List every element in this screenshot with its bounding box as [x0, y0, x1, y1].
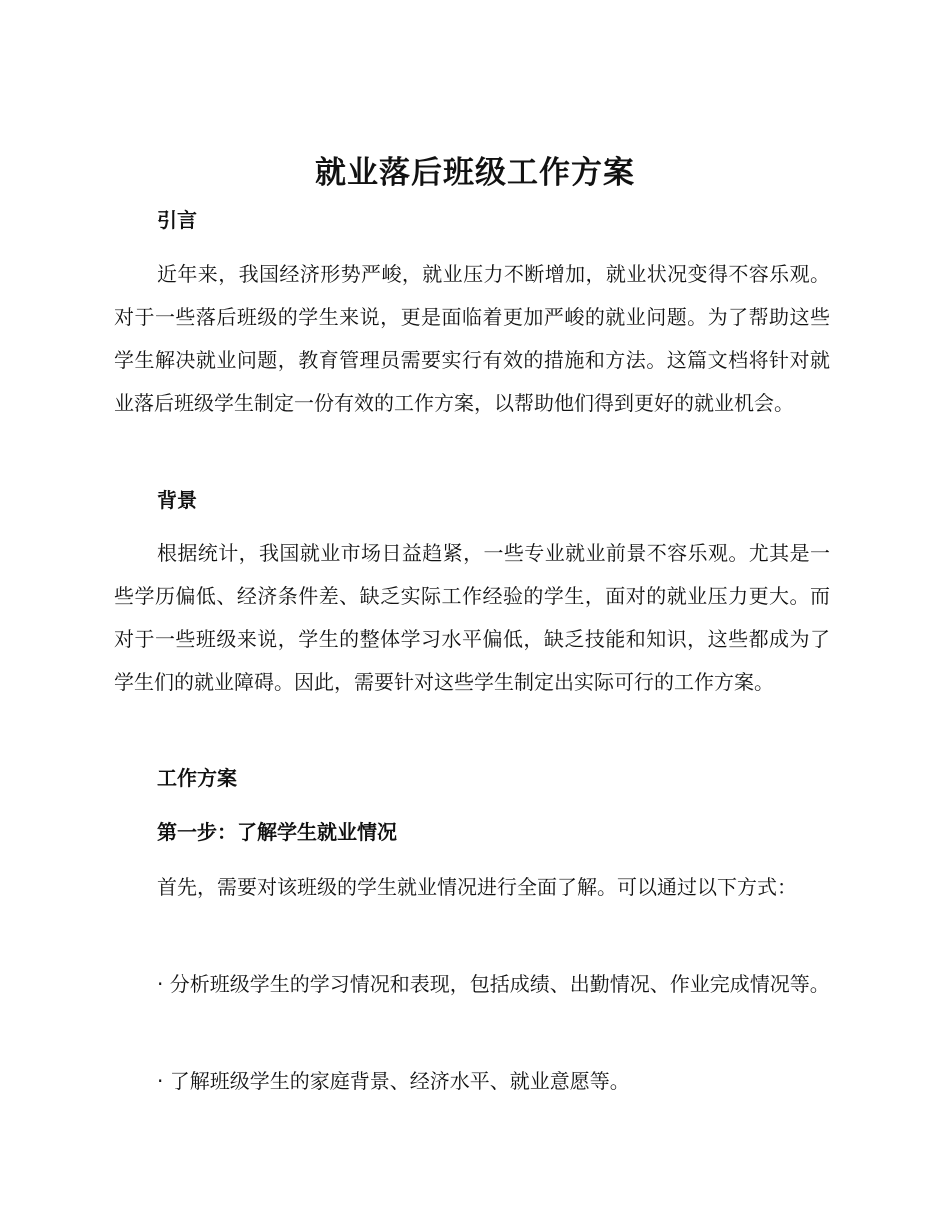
- step1-bullet-2: · 了解班级学生的家庭背景、经济水平、就业意愿等。: [157, 1069, 630, 1093]
- intro-heading: 引言: [157, 208, 197, 232]
- plan-heading: 工作方案: [157, 766, 237, 790]
- step1-paragraph: 首先，需要对该班级的学生就业情况进行全面了解。可以通过以下方式：: [157, 875, 797, 899]
- step1-heading: 第一步：了解学生就业情况: [157, 820, 397, 844]
- document-title: 就业落后班级工作方案: [315, 155, 635, 191]
- background-heading: 背景: [157, 488, 197, 512]
- background-paragraph: 根据统计，我国就业市场日益趋紧，一些专业就业前景不容乐观。尤其是一些学历偏低、经济条件差、缺乏实际工作经验的学生，面对的就业压力更大。而对于一些班级来说，学生的整体学习水平偏低，缺乏技能和知识，这些都成为了学生们的就业障碍。因此，需要针对这些学生制定出实际可行的工作方案。: [114, 541, 830, 694]
- intro-paragraph: 近年来，我国经济形势严峻，就业压力不断增加，就业状况变得不容乐观。对于一些落后班级的学生来说，更是面临着更加严峻的就业问题。为了帮助这些学生解决就业问题，教育管理员需要实行有效的措施和方法。这篇文档将针对就业落后班级学生制定一份有效的工作方案，以帮助他们得到更好的就业机会。: [114, 262, 830, 415]
- step1-bullet-1: · 分析班级学生的学习情况和表现，包括成绩、出勤情况、作业完成情况等。: [157, 972, 830, 996]
